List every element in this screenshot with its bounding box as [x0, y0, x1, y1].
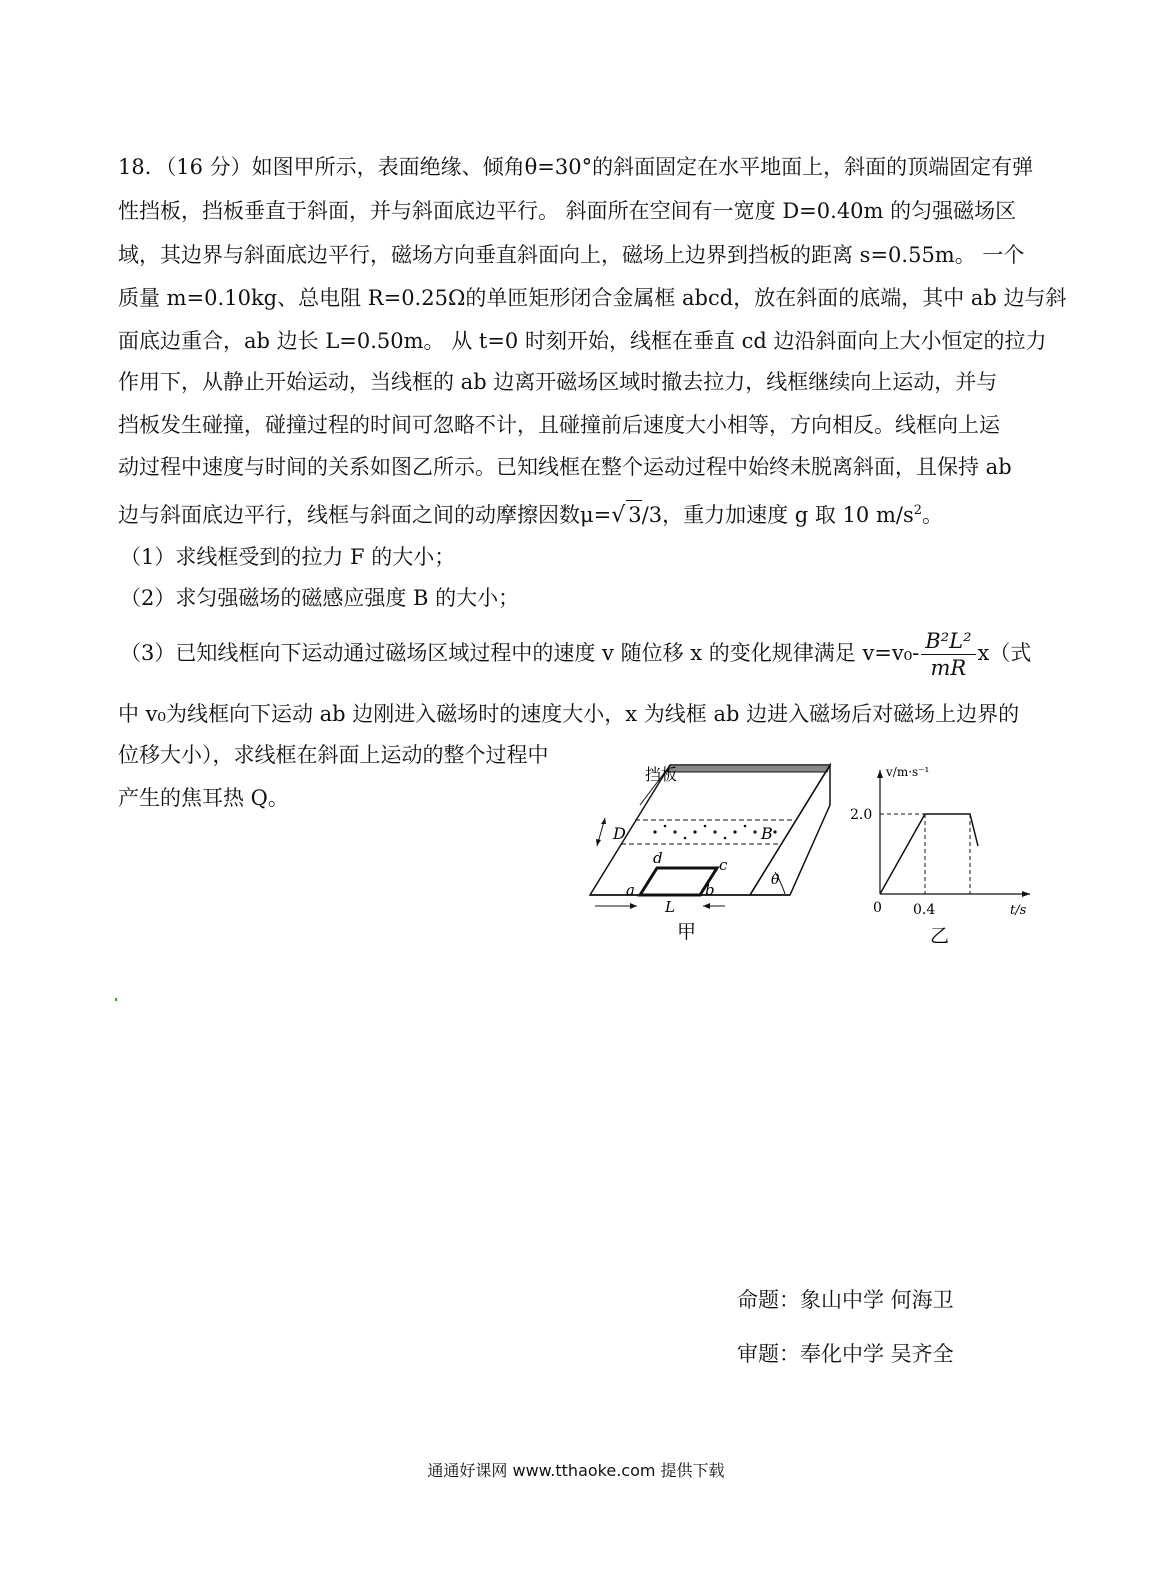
- problem-line-2: 性挡板，挡板垂直于斜面，并与斜面底边平行。 斜面所在空间有一宽度 D=0.40m 的匀强磁场区: [118, 199, 1017, 223]
- problem-line-7: 挡板发生碰撞，碰撞过程的时间可忽略不计，且碰撞前后速度大小相等，方向相反。线框向上运: [118, 413, 1000, 437]
- label-c: c: [719, 856, 728, 874]
- problem-line-9: 边与斜面底边平行，线框与斜面之间的动摩擦因数μ=√ 3/3，重力加速度 g 取 10 $m/s^2$。: [118, 497, 943, 530]
- stray-mark: [115, 998, 117, 1001]
- sqrt-radicand: 3: [626, 500, 641, 529]
- question-2: （2）求匀强磁场的磁感应强度 B 的大小；: [120, 586, 520, 610]
- footer-download-note: 通通好课网 www.tthaoke.com 提供下载: [427, 1461, 725, 1480]
- question-3-line-3: 位移大小），求线框在斜面上运动的整个过程中: [118, 743, 549, 767]
- author-credit: 命题：象山中学 何海卫: [737, 1288, 954, 1312]
- reviewer-credit: 审题：奉化中学 吴齐全: [737, 1342, 954, 1366]
- formula-fraction: $\frac{\text{B²L²}}{mR}$: [921, 628, 975, 681]
- question-3-line-1: （3）已知线框向下运动通过磁场区域过程中的速度 v 随位移 x 的变化规律满足 v=v₀- $\frac{\text{B²L²}}{mR}$ x（式: [120, 629, 1032, 680]
- label-baffle: 挡板: [645, 765, 678, 784]
- label-l: L: [665, 898, 675, 916]
- label-b-field: B: [761, 824, 773, 843]
- problem-line-4: 质量 m=0.10kg、总电阻 R=0.25Ω的单匝矩形闭合金属框 abcd，放在斜面的底端，其中 ab 边与斜: [118, 286, 1067, 310]
- problem-line-1: 18．（16 分）如图甲所示，表面绝缘、倾角θ=30°的斜面固定在水平地面上，斜面的顶端固定有弹: [118, 155, 1034, 179]
- figure-jia-incline: [585, 760, 845, 945]
- x-axis-label: t/s: [1010, 903, 1027, 918]
- caption-jia: 甲: [677, 921, 697, 943]
- origin-label: 0: [873, 900, 882, 916]
- figure-yi-vt-graph: [850, 762, 1040, 952]
- problem-line-3: 域，其边界与斜面底边平行，磁场方向垂直斜面向上，磁场上边界到挡板的距离 s=0.55m。 一个: [118, 243, 1025, 267]
- problem-line-6: 作用下，从静止开始运动，当线框的 ab 边离开磁场区域时撤去拉力，线框继续向上运动，并与: [118, 370, 998, 394]
- question-3-line-4: 产生的焦耳热 Q。: [118, 786, 289, 810]
- question-3-line-2: 中 v₀为线框向下运动 ab 边刚进入磁场时的速度大小，x 为线框 ab 边进入磁场后对磁场上边界的: [118, 702, 1020, 726]
- y-axis-label: v/m·s⁻¹: [886, 765, 930, 779]
- problem-line-5: 面底边重合，ab 边长 L=0.50m。 从 t=0 时刻开始，线框在垂直 cd 边沿斜面向上大小恒定的拉力: [118, 329, 1047, 353]
- label-theta: θ: [771, 872, 780, 888]
- label-a: a: [626, 881, 635, 899]
- label-d: d: [653, 849, 663, 867]
- question-1: （1）求线框受到的拉力 F 的大小；: [120, 545, 456, 569]
- label-d-width: D: [613, 824, 626, 843]
- label-b: b: [705, 881, 715, 899]
- problem-line-8: 动过程中速度与时间的关系如图乙所示。已知线框在整个运动过程中始终未脱离斜面，且保持 ab: [118, 455, 1012, 479]
- y-tick-label: 2.0: [850, 807, 873, 823]
- caption-yi: 乙: [930, 925, 950, 947]
- x-tick-label: 0.4: [913, 902, 936, 918]
